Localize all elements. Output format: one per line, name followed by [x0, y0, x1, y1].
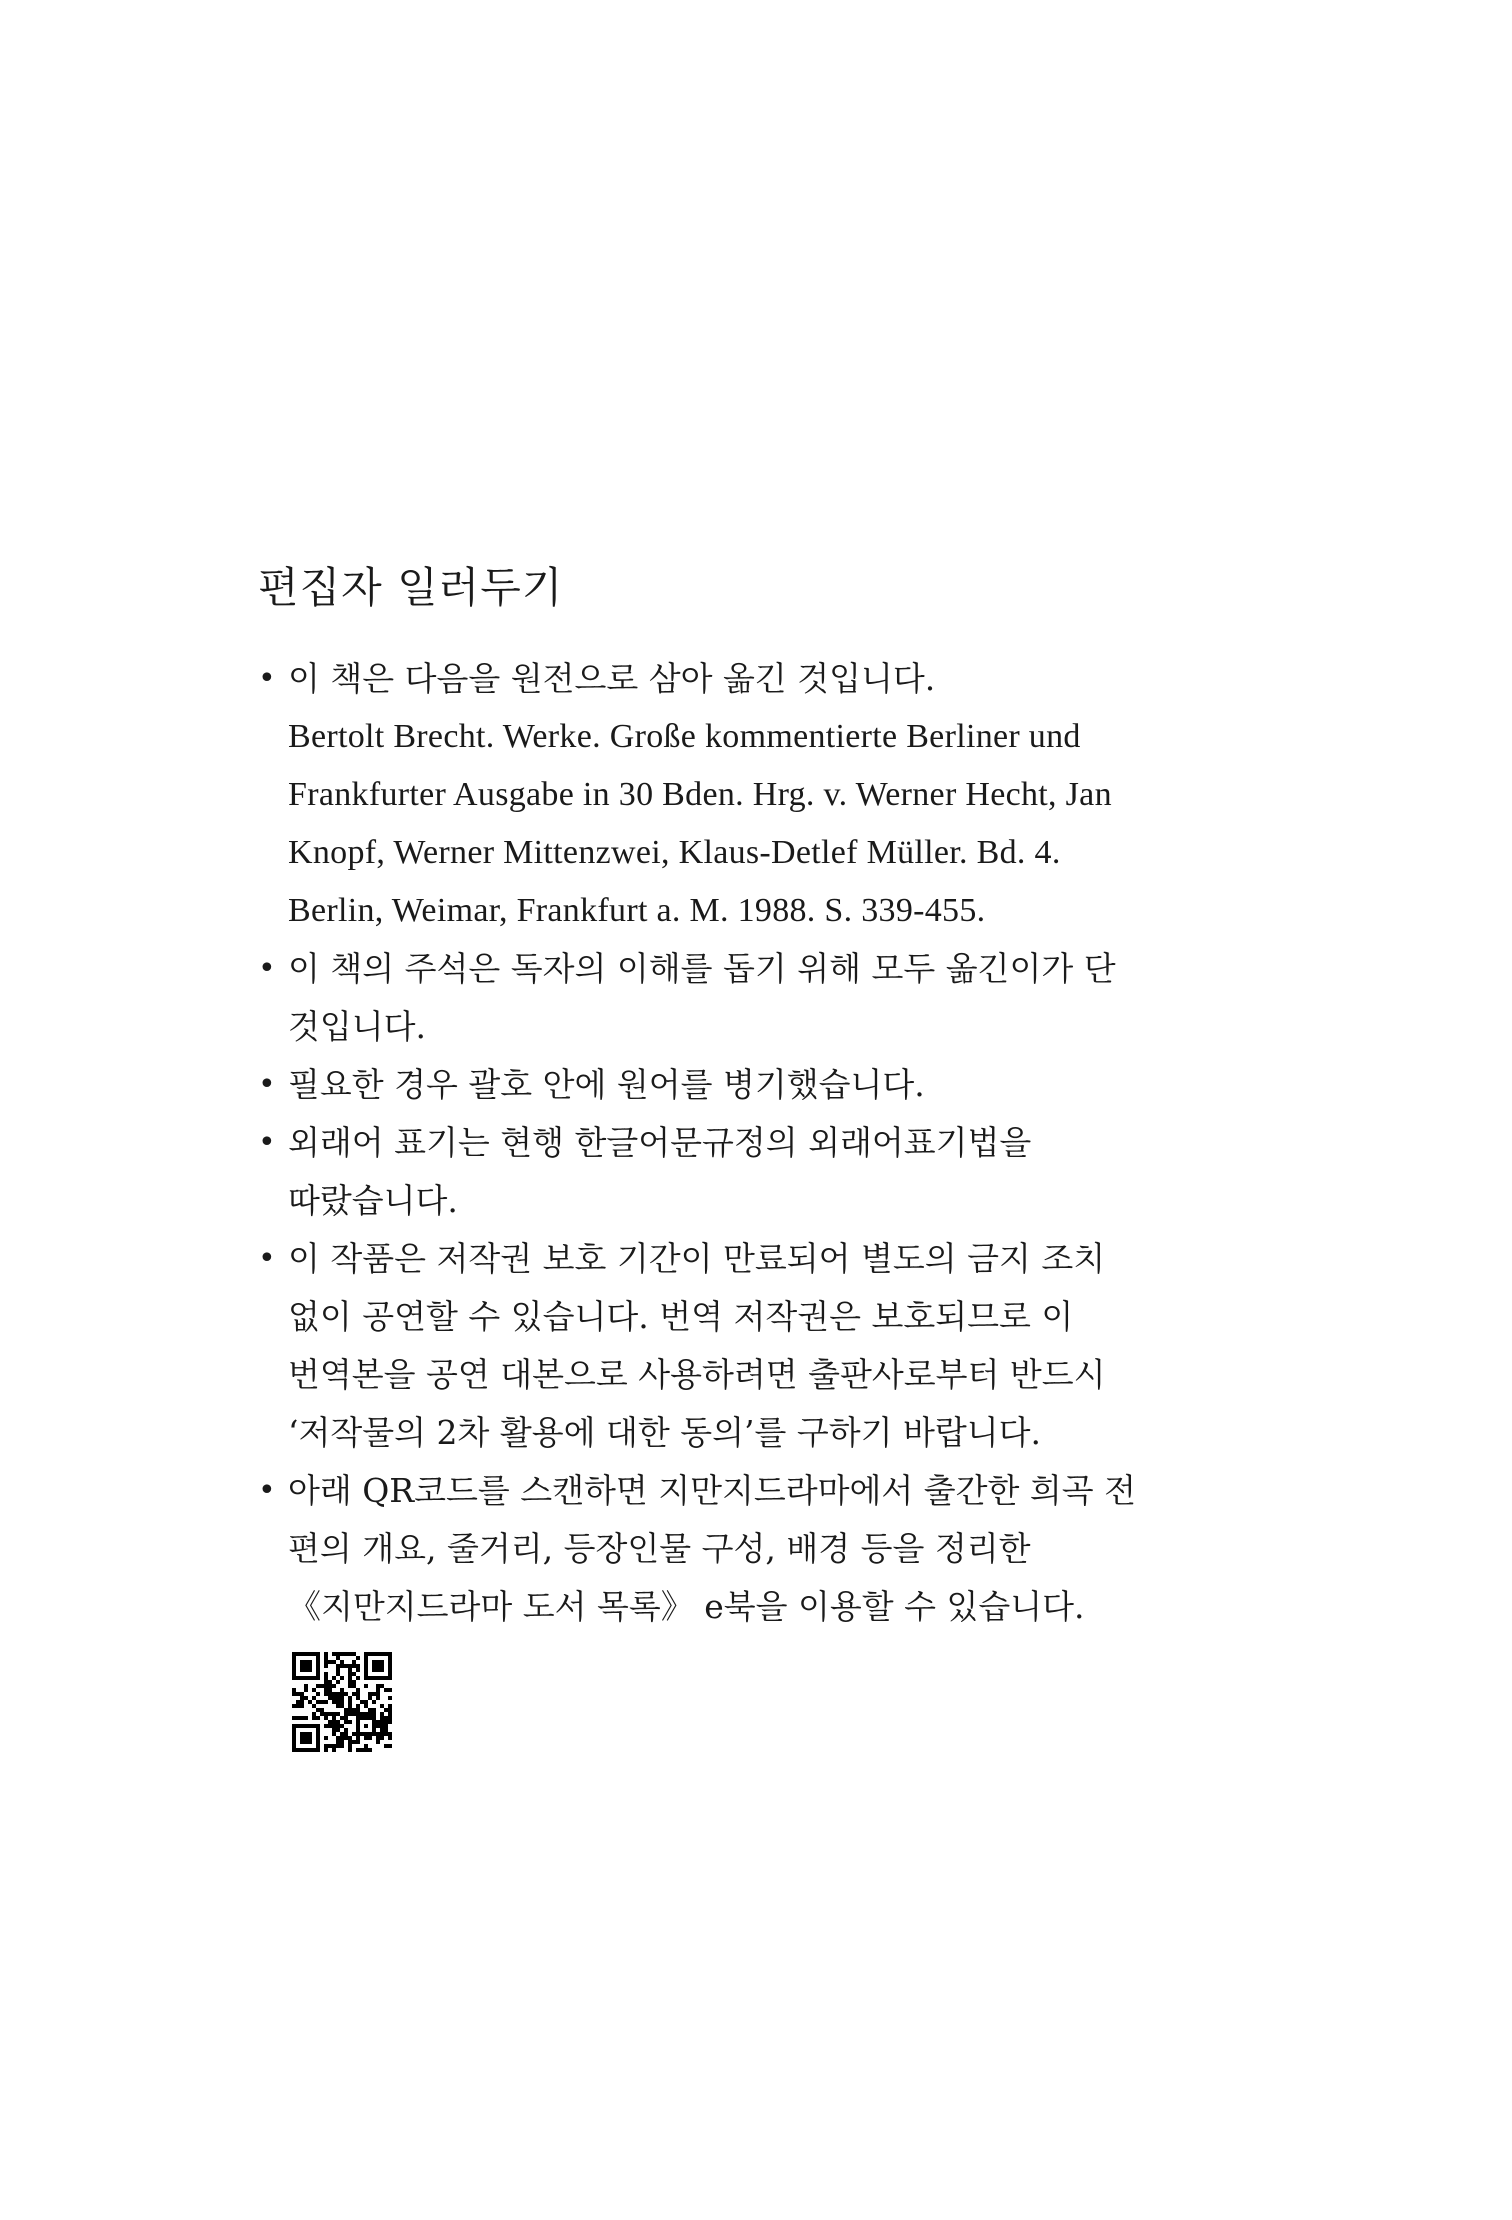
note-line: 번역본을 공연 대본으로 사용하려면 출판사로부터 반드시	[288, 1355, 1106, 1394]
note-item-transliteration	[258, 1114, 1258, 1230]
note-item-original-terms	[258, 1056, 1258, 1114]
bullet-icon: •	[258, 1067, 276, 1102]
note-line: ‘저작물의 2차 활용에 대한 동의’를 구하기 바랍니다.	[288, 1413, 1041, 1452]
note-line: 《지만지드라마 도서 목록》 e북을 이용할 수 있습니다.	[288, 1587, 1085, 1626]
note-line: 필요한 경우 괄호 안에 원어를 병기했습니다.	[288, 1065, 925, 1104]
bullet-icon: •	[258, 1473, 276, 1508]
note-line: 편의 개요, 줄거리, 등장인물 구성, 배경 등을 정리한	[288, 1529, 1031, 1568]
note-item-qr-catalog	[258, 1462, 1258, 1636]
bullet-icon: •	[258, 661, 276, 696]
note-line: 이 책의 주석은 독자의 이해를 돕기 위해 모두 옮긴이가 단	[288, 949, 1116, 988]
bullet-icon: •	[258, 951, 276, 986]
note-line-citation: Knopf, Werner Mittenzwei, Klaus-Detlef Müller. Bd. 4.	[288, 834, 1061, 871]
note-item-annotations	[258, 940, 1258, 1056]
note-line-citation: Frankfurter Ausgabe in 30 Bden. Hrg. v. Werner Hecht, Jan	[288, 776, 1112, 813]
qr-code-icon[interactable]	[292, 1652, 392, 1752]
note-line: 이 작품은 저작권 보호 기간이 만료되어 별도의 금지 조치	[288, 1239, 1106, 1278]
note-line-citation: Berlin, Weimar, Frankfurt a. M. 1988. S. 339-455.	[288, 892, 986, 929]
note-item-copyright	[258, 1230, 1258, 1462]
page-title: 편집자 일러두기	[258, 563, 564, 612]
note-line: 따랐습니다.	[288, 1181, 458, 1220]
note-line: 아래 QR코드를 스캔하면 지만지드라마에서 출간한 희곡 전	[288, 1471, 1137, 1510]
note-line-citation: Bertolt Brecht. Werke. Große kommentierte Berliner und	[288, 718, 1081, 755]
note-line: 이 책은 다음을 원전으로 삼아 옮긴 것입니다.	[288, 659, 936, 698]
note-line: 것입니다.	[288, 1007, 427, 1046]
note-item-source	[258, 650, 1258, 940]
bullet-icon: •	[258, 1125, 276, 1160]
note-line: 없이 공연할 수 있습니다. 번역 저작권은 보호되므로 이	[288, 1297, 1074, 1336]
note-line: 외래어 표기는 현행 한글어문규정의 외래어표기법을	[288, 1123, 1032, 1162]
editor-notes-list	[258, 650, 1258, 1636]
bullet-icon: •	[258, 1241, 276, 1276]
